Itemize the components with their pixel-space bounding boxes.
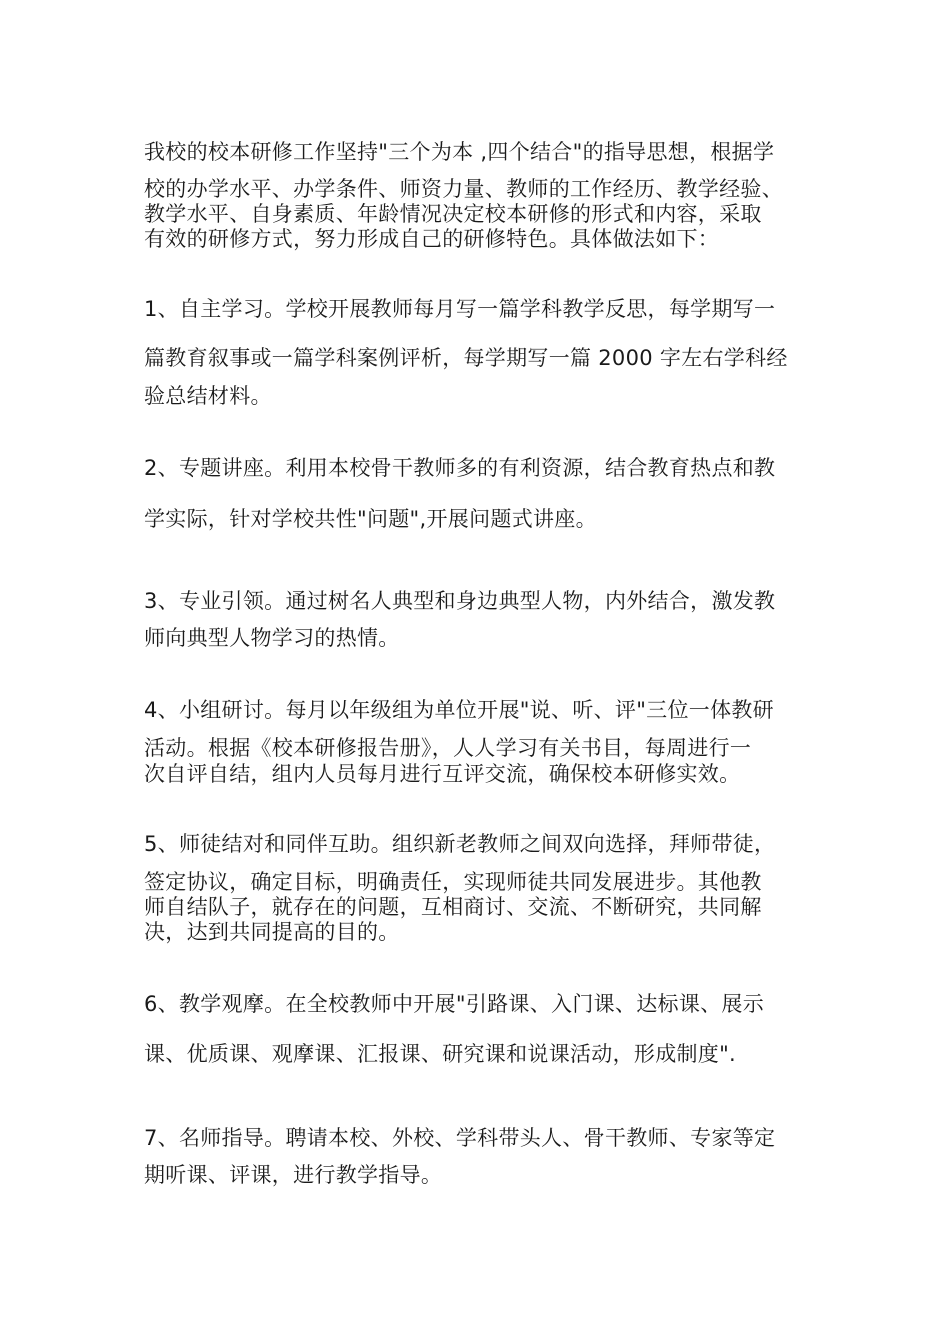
item-1-line: 篇教育叙事或一篇学科案例评析，每学期写一篇 2000 字左右学科经 bbox=[144, 346, 788, 370]
item-4-line: 活动。根据《校本研修报告册》，人人学习有关书目，每周进行一 bbox=[144, 736, 752, 760]
item-6-line: 课、优质课、观摩课、汇报课、研究课和说课活动，形成制度". bbox=[144, 1042, 737, 1066]
item-2-line: 学实际，针对学校共性"问题",开展问题式讲座。 bbox=[144, 507, 597, 531]
item-5-line: 5、师徒结对和同伴互助。组织新老教师之间双向选择，拜师带徒， bbox=[144, 832, 776, 856]
item-7-line: 7、名师指导。聘请本校、外校、学科带头人、骨干教师、专家等定 bbox=[144, 1126, 776, 1150]
intro-line: 我校的校本研修工作坚持"三个为本 ,四个结合"的指导思想，根据学 bbox=[144, 140, 775, 164]
item-5-line: 签定协议，确定目标，明确责任，实现师徒共同发展进步。其他教 bbox=[144, 870, 762, 894]
item-4-line: 次自评自结，组内人员每月进行互评交流，确保校本研修实效。 bbox=[144, 762, 741, 786]
item-1-line: 验总结材料。 bbox=[144, 384, 272, 408]
intro-line: 教学水平、自身素质、年龄情况决定校本研修的形式和内容，采取 bbox=[144, 202, 762, 226]
item-5-line: 师自结队子，就存在的问题，互相商讨、交流、不断研究，共同解 bbox=[144, 895, 762, 919]
item-6-line: 6、教学观摩。在全校教师中开展"引路课、入门课、达标课、展示 bbox=[144, 992, 765, 1016]
item-7-line: 期听课、评课，进行教学指导。 bbox=[144, 1163, 443, 1187]
item-4-line: 4、小组研讨。每月以年级组为单位开展"说、听、评"三位一体教研 bbox=[144, 698, 774, 722]
item-1-line: 1、自主学习。学校开展教师每月写一篇学科教学反思，每学期写一 bbox=[144, 297, 776, 321]
intro-line: 有效的研修方式，努力形成自己的研修特色。具体做法如下： bbox=[144, 227, 720, 251]
item-3-line: 3、专业引领。通过树名人典型和身边典型人物，内外结合，激发教 bbox=[144, 589, 776, 613]
item-5-line: 决，达到共同提高的目的。 bbox=[144, 920, 400, 944]
item-3-line: 师向典型人物学习的热情。 bbox=[144, 626, 400, 650]
intro-line: 校的办学水平、办学条件、师资力量、教师的工作经历、教学经验、 bbox=[144, 177, 783, 201]
item-2-line: 2、专题讲座。利用本校骨干教师多的有利资源，结合教育热点和教 bbox=[144, 456, 776, 480]
